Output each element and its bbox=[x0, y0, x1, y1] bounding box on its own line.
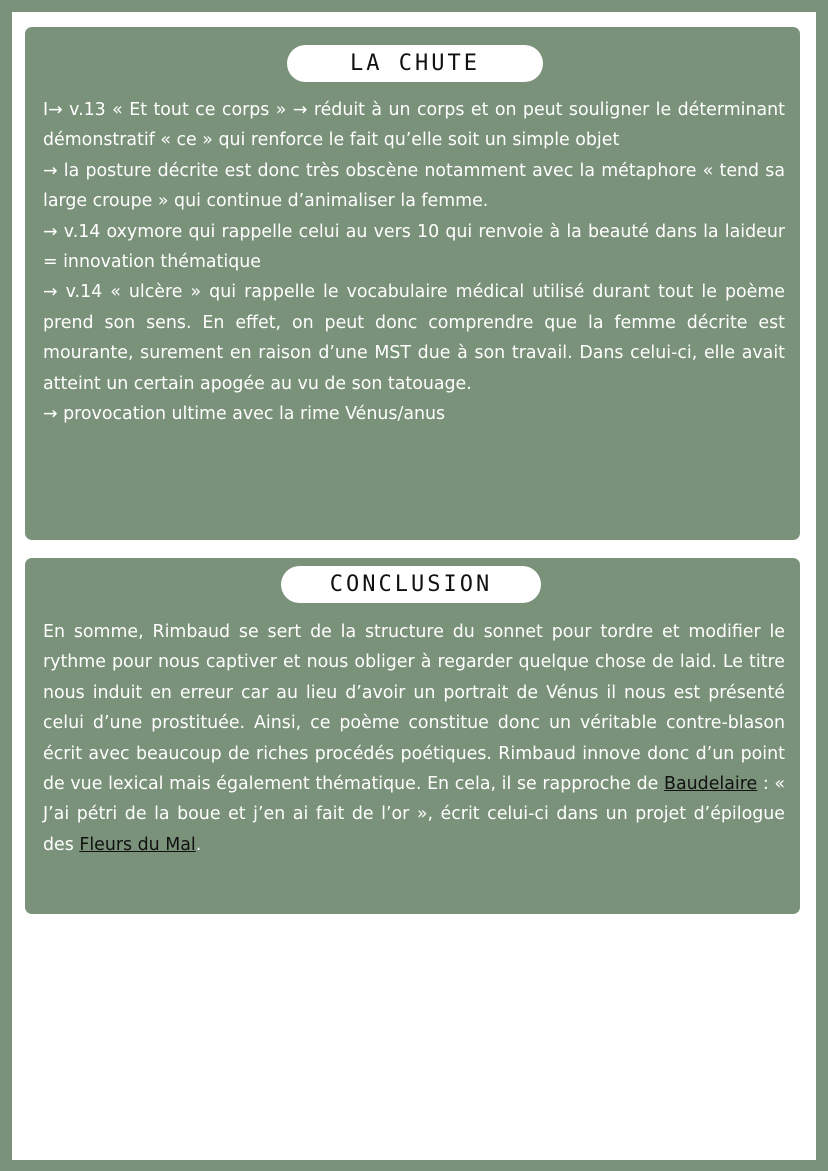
section-body bbox=[43, 95, 785, 429]
baudelaire-link[interactable]: Baudelaire bbox=[664, 774, 758, 795]
paragraph: → v.14 « ulcère » qui rappelle le vocabulaire médical utilisé durant tout le poème prend son sens. En effet, on peut donc comprendre que la femme décrite est mourante, surement en raison d’une MST due à son travail. Dans celui-ci, elle avait atteint un certain apogée au vu de son tatouage. bbox=[43, 282, 785, 394]
section-title: CONCLUSION bbox=[281, 566, 541, 603]
text: . bbox=[195, 834, 202, 855]
section-title: LA CHUTE bbox=[287, 45, 543, 82]
section-body bbox=[43, 617, 785, 860]
paragraph bbox=[43, 617, 785, 860]
paragraph: → la posture décrite est donc très obscène notamment avec la métaphore « tend sa large croupe » qui continue d’animaliser la femme. bbox=[43, 160, 785, 212]
text: En somme, Rimbaud se sert de la structure du sonnet pour tordre et modifier le rythme pour nous captiver et nous obliger à regarder quelque chose de laid. Le titre nous induit en erreur car au lieu d’avoir un portrait de Vénus il nous est présenté celui d’une prostituée. Ainsi, ce poème constitue donc un véritable contre-blason écrit avec beaucoup de riches procédés poétiques. Rimbaud innove donc d’un point de vue lexical mais également thématique. En cela, il se rapproche de bbox=[43, 622, 785, 795]
page bbox=[12, 12, 816, 1160]
section-conclusion bbox=[25, 558, 800, 914]
fleurs-du-mal-link[interactable]: Fleurs du Mal bbox=[79, 834, 196, 855]
text: : « J’ai pétri de la boue et j’en ai fait de l’or », écrit celui-ci dans un projet d’épilogue des bbox=[43, 774, 786, 855]
section-la-chute bbox=[25, 27, 800, 540]
paragraph: → provocation ultime avec la rime Vénus/anus bbox=[43, 404, 446, 425]
paragraph: → v.14 oxymore qui rappelle celui au vers 10 qui renvoie à la beauté dans la laideur = innovation thématique bbox=[43, 221, 785, 273]
paragraph: I→ v.13 « Et tout ce corps » → réduit à un corps et on peut souligner le déterminant démonstratif « ce » qui renforce le fait qu’elle soit un simple objet bbox=[43, 100, 785, 151]
